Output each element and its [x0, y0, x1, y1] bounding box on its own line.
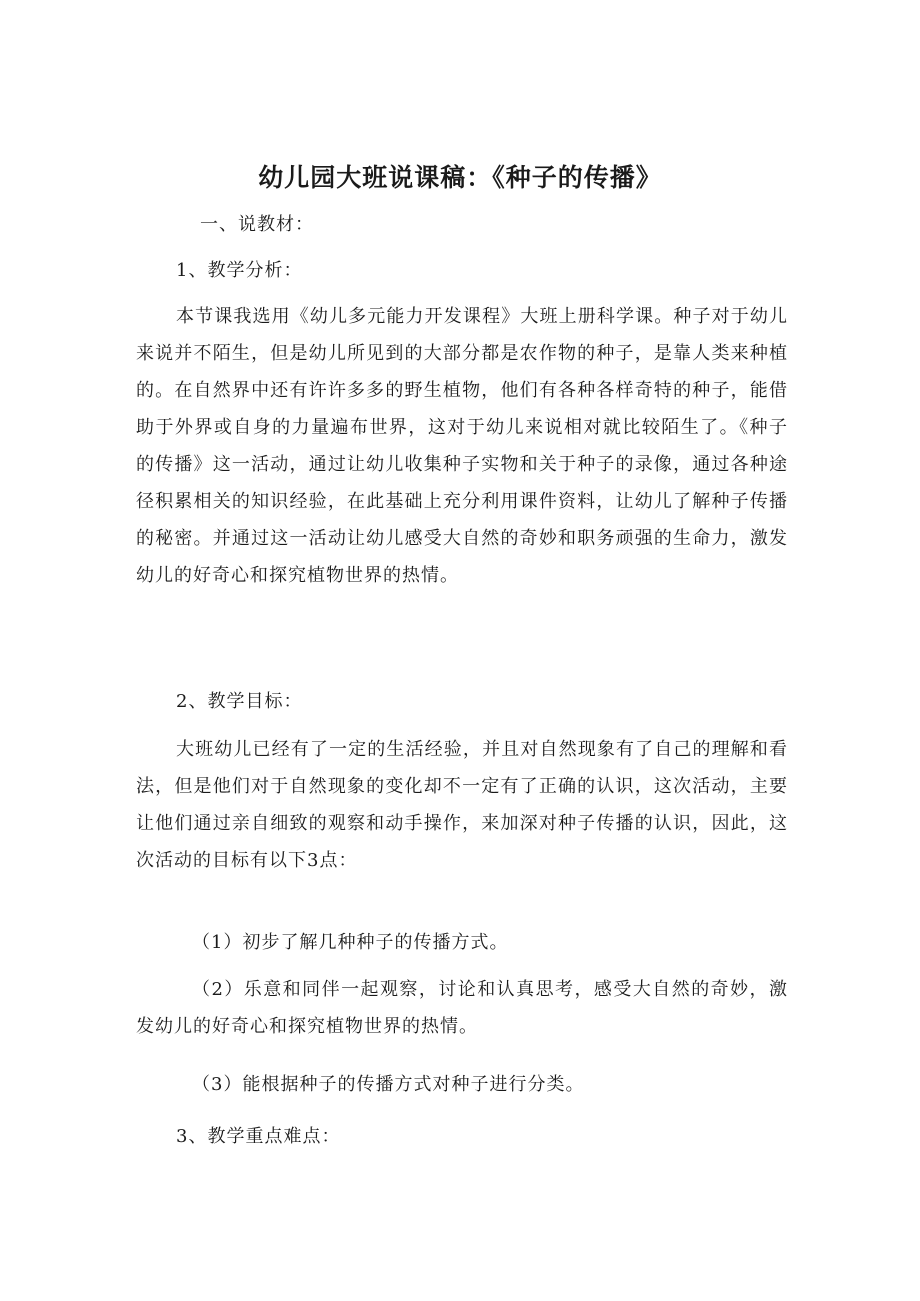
goal-item-2: （2）乐意和同伴一起观察，讨论和认真思考，感受大自然的奇妙，激发幼儿的好奇心和探究植物世界的热情。 — [136, 979, 788, 1037]
section-heading-teaching-material: 一、说教材： — [200, 214, 314, 235]
document-title: 幼儿园大班说课稿：《种子的传播》 — [258, 162, 662, 192]
goal-item-1: （1）初步了解几种种子的传播方式。 — [192, 932, 509, 953]
paragraph-teaching-analysis: 本节课我选用《幼儿多元能力开发课程》大班上册科学课。种子对于幼儿来说并不陌生，但是幼儿所见到的大部分都是农作物的种子，是靠人类来种植的。在自然界中还有许许多多的野生植物，他们有各种各样奇特的种子，能借助于外界或自身的力量遍布世界，这对于幼儿来说相对就比较陌生了。《种子的传播》这一活动，通过让幼儿收集种子实物和关于种子的录像，通过各种途径积累相关的知识经验，在此基础上充分利用课件资料，让幼儿了解种子传播的秘密。并通过这一活动让幼儿感受大自然的奇妙和职务顽强的生命力，激发幼儿的好奇心和探究植物世界的热情。 — [136, 306, 788, 586]
paragraph-teaching-goals: 大班幼儿已经有了一定的生活经验，并且对自然现象有了自己的理解和看法，但是他们对于自然现象的变化却不一定有了正确的认识，这次活动，主要让他们通过亲自细致的观察和动手操作，来加深对种子传播的认识，因此，这次活动的目标有以下3点： — [136, 739, 788, 871]
subheading-teaching-analysis: 1、教学分析： — [176, 260, 303, 281]
goal-item-3: （3）能根据种子的传播方式对种子进行分类。 — [192, 1074, 585, 1095]
subheading-key-difficulties: 3、教学重点难点： — [176, 1126, 341, 1147]
subheading-teaching-goals: 2、教学目标： — [176, 691, 303, 712]
